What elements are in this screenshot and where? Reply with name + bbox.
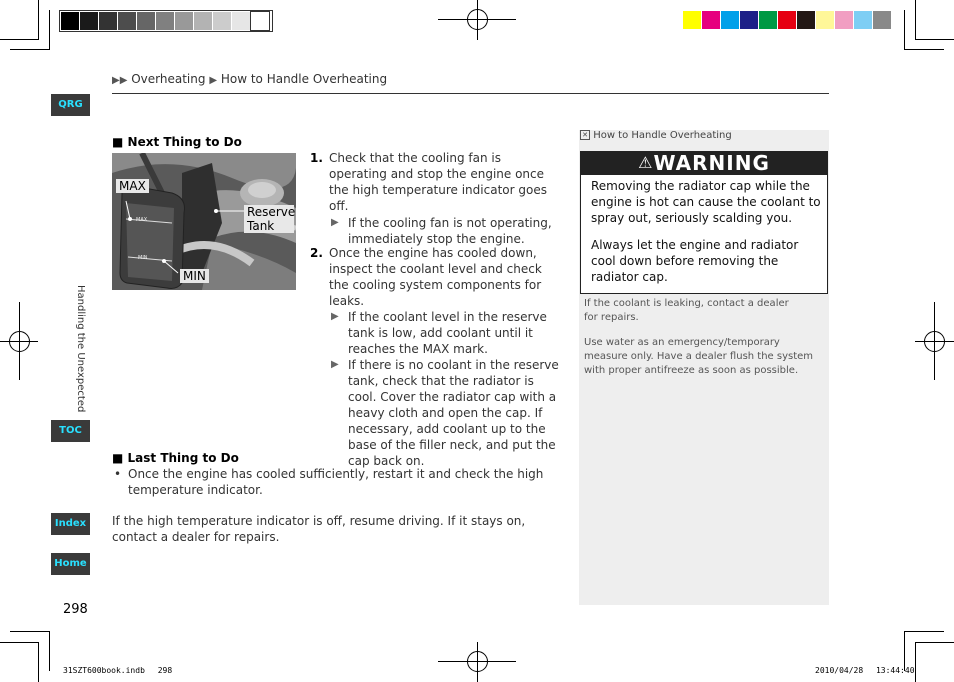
last-thing-heading <box>112 451 239 465</box>
sub-step-text: If the cooling fan is not operating, immediately stop the engine. <box>348 216 552 246</box>
closing-paragraph: If the high temperature indicator is off, resume driving. If it stays on, contact a dealer for repairs. <box>112 514 526 544</box>
color-swatch <box>759 11 777 29</box>
footer-timestamp: 2010/04/28 13:44:40 <box>815 666 915 675</box>
gray-swatch <box>232 12 250 30</box>
gray-swatch <box>175 12 193 30</box>
warning-triangle-icon: ⚠ <box>638 153 654 172</box>
sidebar-title-text: How to Handle Overheating <box>593 130 732 141</box>
breadcrumb-current: How to Handle Overheating <box>220 72 388 86</box>
heading-text: Next Thing to Do <box>127 135 242 149</box>
step-1 <box>310 150 560 247</box>
step-number: 2. <box>310 246 323 260</box>
index-button[interactable]: Index <box>51 513 90 535</box>
step-text: Check that the cooling fan is operating and stop the engine once the high temperature indicator goes off. <box>329 151 547 213</box>
color-swatch <box>740 11 758 29</box>
warning-banner <box>580 151 828 175</box>
color-swatch <box>702 11 720 29</box>
gray-swatch <box>118 12 136 30</box>
gray-color-bar <box>59 10 273 32</box>
sidebar-note-1: If the coolant is leaking, contact a dealer for repairs. <box>584 298 789 323</box>
step-number: 1. <box>310 151 323 165</box>
callout-min: MIN <box>180 269 209 283</box>
bullet-icon: • <box>114 467 122 481</box>
gray-swatch <box>99 12 117 30</box>
heading-marker: ■ <box>112 451 124 465</box>
reserve-tank-photo <box>112 153 296 290</box>
next-thing-heading <box>112 135 242 149</box>
color-swatch <box>797 11 815 29</box>
color-swatch <box>683 11 701 29</box>
sub-step-text: If there is no coolant in the reserve tank, check that the radiator is cool. Cover the radiator cap with a heavy cloth and open the cap. If necessary, add coolant up to the base of the filler neck, and put the cap back on. <box>348 358 559 468</box>
home-button[interactable]: Home <box>51 553 90 575</box>
sub-step-text: If the coolant level in the reserve tank is low, add coolant until it reaches the MAX mark. <box>348 310 547 356</box>
tank-min-marking: MIN <box>138 255 148 261</box>
color-swatch <box>816 11 834 29</box>
sub-step <box>329 309 560 357</box>
color-swatch <box>873 11 891 29</box>
step-text: Once the engine has cooled down, inspect the coolant level and check the cooling system components for leaks. <box>329 246 542 308</box>
note-icon: ✕ <box>580 130 590 140</box>
step-2 <box>310 245 560 469</box>
tank-max-marking: MAX <box>136 217 148 223</box>
color-swatch <box>721 11 739 29</box>
last-thing-bullet <box>112 466 562 498</box>
gray-swatch <box>156 12 174 30</box>
breadcrumb-link-overheating[interactable]: Overheating <box>131 72 206 86</box>
breadcrumb <box>112 72 387 86</box>
page-number: 298 <box>63 602 88 617</box>
gray-swatch <box>194 12 212 30</box>
qrg-button[interactable]: QRG <box>51 94 90 116</box>
sub-arrow-icon: ▶ <box>331 217 339 228</box>
warning-label: WARNING <box>653 151 770 175</box>
gray-swatch <box>61 12 79 30</box>
color-swatch <box>778 11 796 29</box>
warning-box <box>580 175 828 294</box>
heading-marker: ■ <box>112 135 124 149</box>
sub-arrow-icon: ▶ <box>331 311 339 322</box>
chapter-side-label: Handling the Unexpected <box>75 285 86 413</box>
warning-paragraph-1: Removing the radiator cap while the engine is hot can cause the coolant to spray out, seriously scalding you. <box>591 179 821 225</box>
gray-swatch <box>251 12 269 30</box>
breadcrumb-arrows: ▶▶ <box>112 75 128 86</box>
gray-swatch <box>80 12 98 30</box>
breadcrumb-separator: ▶ <box>209 75 218 86</box>
footer-file-info: 31SZT600book.indb 298 <box>63 666 173 675</box>
sub-arrow-icon: ▶ <box>331 359 339 370</box>
header-rule <box>112 93 829 94</box>
sidebar-note-2: Use water as an emergency/temporary measure only. Have a dealer flush the system with proper antifreeze as soon as possible. <box>584 337 814 376</box>
toc-button[interactable]: TOC <box>51 420 90 442</box>
bullet-text: Once the engine has cooled sufficiently, restart it and check the high temperature indicator. <box>128 467 544 497</box>
heading-text: Last Thing to Do <box>127 451 239 465</box>
gray-swatch <box>137 12 155 30</box>
sub-step <box>329 357 560 469</box>
sub-step <box>329 215 560 247</box>
warning-paragraph-2: Always let the engine and radiator cool down before removing the radiator cap. <box>591 238 799 284</box>
sidebar-title <box>580 130 732 141</box>
color-swatch <box>854 11 872 29</box>
process-color-bar <box>682 10 894 30</box>
callout-max: MAX <box>116 179 149 193</box>
color-swatch <box>835 11 853 29</box>
callout-reserve-tank: Reserve Tank <box>244 205 294 233</box>
gray-swatch <box>213 12 231 30</box>
